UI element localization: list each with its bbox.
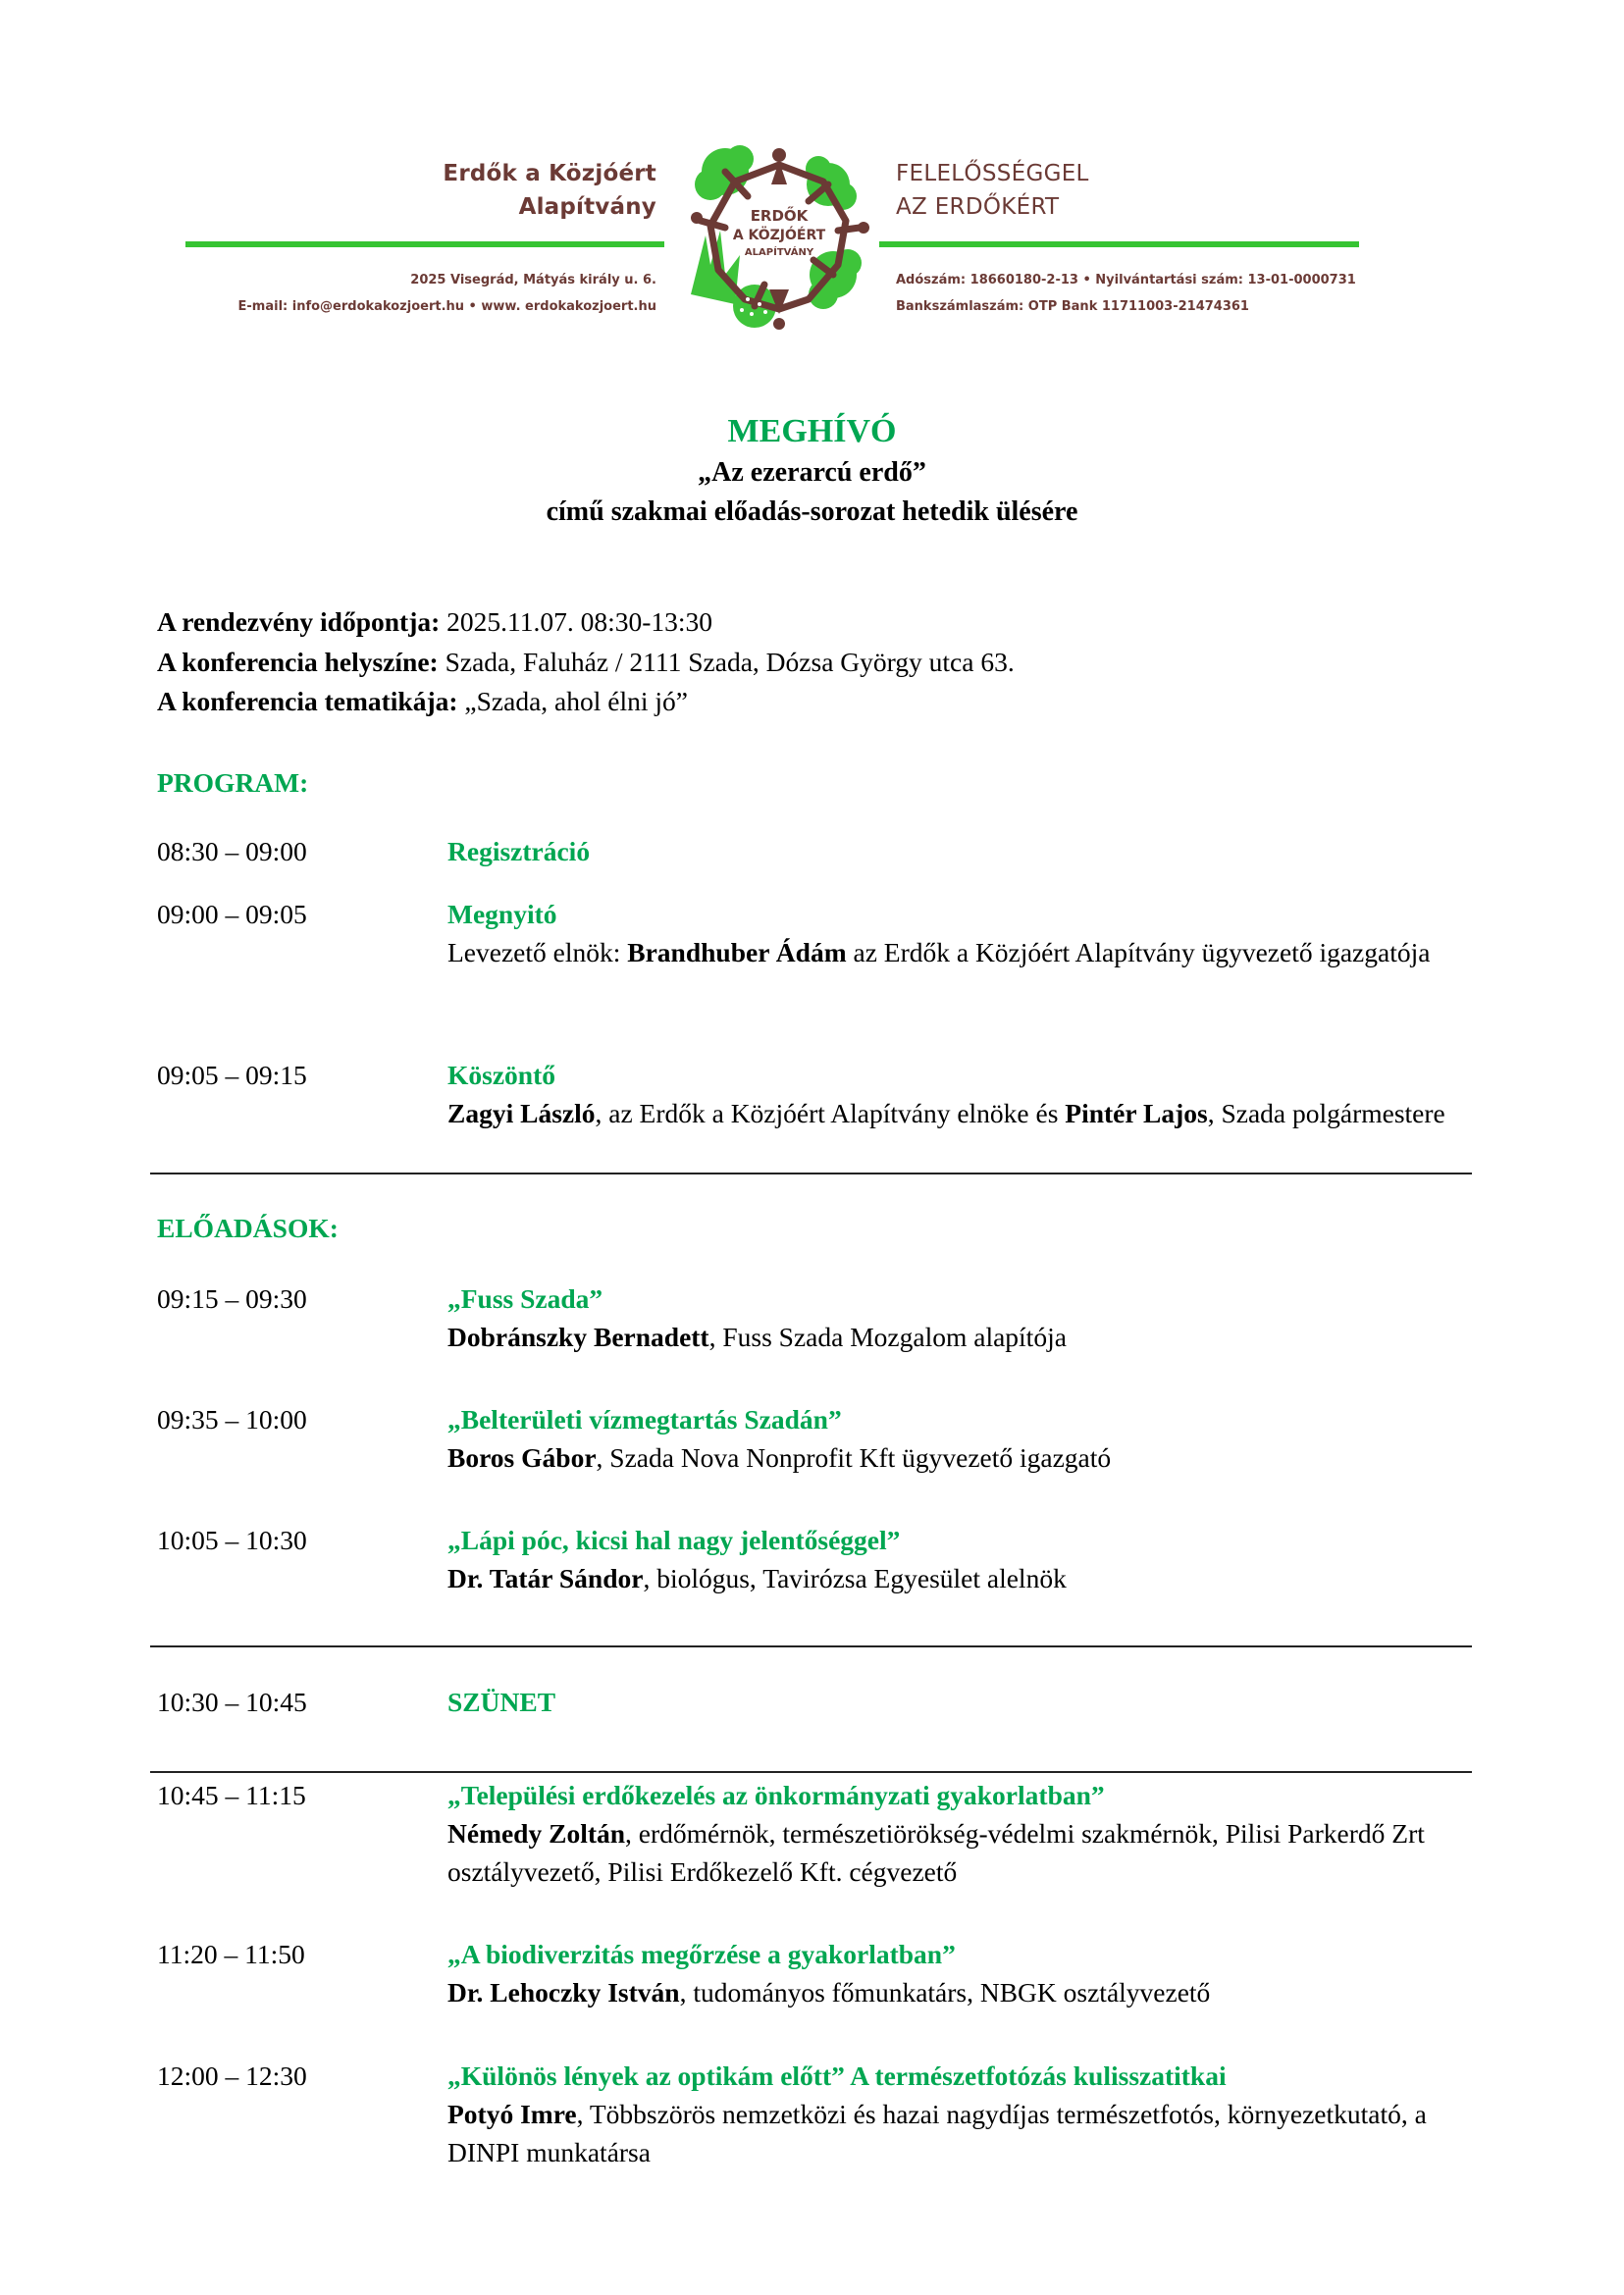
organization-contact xyxy=(238,267,656,320)
organization-name xyxy=(443,157,656,224)
series-subtitle: című szakmai előadás-sorozat hetedik ülésére xyxy=(546,496,1078,527)
description-text: , Fuss Szada Mozgalom alapítója xyxy=(708,1322,1067,1352)
lecture-time: 11:20 – 11:50 xyxy=(157,1939,305,1969)
program-description xyxy=(447,933,1488,971)
person-name: Dr. Lehoczky István xyxy=(447,1977,680,2008)
lecture-time: 09:35 – 10:00 xyxy=(157,1404,307,1434)
program-time: 08:30 – 09:00 xyxy=(157,836,307,866)
break-time: 10:30 – 10:45 xyxy=(157,1687,307,1717)
person-name: Pintér Lajos xyxy=(1065,1098,1208,1128)
description-text: , Többszörös nemzetközi és hazai nagydíjas természetfotós, környezetkutató, a DINPI munkatársa xyxy=(447,2099,1427,2167)
invitation-heading: MEGHÍVÓ xyxy=(727,413,897,449)
slogan xyxy=(896,157,1089,224)
person-name: Potyó Imre xyxy=(447,2099,577,2129)
program-heading: PROGRAM: xyxy=(157,767,309,798)
slogan-line-1: FELELŐSSÉGGEL xyxy=(896,161,1089,186)
lecture-speaker xyxy=(447,1438,1488,1477)
series-title: „Az ezerarcú erdő” xyxy=(698,457,926,488)
description-text: , tudományos főmunkatárs, NBGK osztályvezető xyxy=(679,1977,1211,2008)
info-label: A konferencia tematikája: xyxy=(157,686,458,716)
program-title: Köszöntő xyxy=(447,1060,555,1090)
program-time: 09:05 – 09:15 xyxy=(157,1060,307,1090)
program-title: Regisztráció xyxy=(447,836,591,866)
description-text: , biológus, Tavirózsa Egyesület alelnök xyxy=(643,1563,1067,1593)
lecture-speaker xyxy=(447,2095,1488,2171)
lecture-title: „Különös lények az optikám előtt” A természetfotózás kulisszatitkai xyxy=(447,2060,1227,2091)
program-description xyxy=(447,1094,1488,1132)
description-text: Levezető elnök: xyxy=(447,937,628,967)
lecture-time: 12:00 – 12:30 xyxy=(157,2060,307,2091)
org-name-line-2: Alapítvány xyxy=(518,194,656,220)
event-theme xyxy=(157,682,1015,722)
break-title: SZÜNET xyxy=(447,1687,556,1717)
break-divider-top xyxy=(150,1645,1472,1647)
logo-text-line-2: A KÖZJÓÉRT xyxy=(732,228,826,243)
bank-account: Bankszámlaszám: OTP Bank 11711003-21474361 xyxy=(896,299,1249,314)
description-text: , az Erdők a Közjóért Alapítvány elnöke és xyxy=(595,1098,1066,1128)
section-divider xyxy=(150,1173,1472,1174)
registration-info xyxy=(896,267,1356,320)
break-divider-bottom xyxy=(150,1771,1472,1773)
event-info xyxy=(157,602,1015,722)
lecture-time: 10:05 – 10:30 xyxy=(157,1525,307,1555)
person-name: Dr. Tatár Sándor xyxy=(447,1563,644,1593)
person-name: Zagyi László xyxy=(447,1098,596,1128)
person-name: Boros Gábor xyxy=(447,1442,597,1473)
lecture-title: „A biodiverzitás megőrzése a gyakorlatban” xyxy=(447,1939,956,1969)
foundation-logo-icon xyxy=(681,137,877,334)
lecture-title: „Települési erdőkezelés az önkormányzati gyakorlatban” xyxy=(447,1780,1105,1810)
slogan-line-2: AZ ERDŐKÉRT xyxy=(896,194,1060,220)
lecture-speaker xyxy=(447,1559,1488,1597)
info-value: „Szada, ahol élni jó” xyxy=(457,686,688,716)
person-name: Brandhuber Ádám xyxy=(627,937,847,967)
lecture-speaker xyxy=(447,1814,1488,1891)
letterhead-green-bar-left xyxy=(185,241,664,247)
lecture-title: „Belterületi vízmegtartás Szadán” xyxy=(447,1404,842,1434)
person-name: Dobránszky Bernadett xyxy=(447,1322,709,1352)
info-value: Szada, Faluház / 2111 Szada, Dózsa György utca 63. xyxy=(438,646,1015,677)
description-text: , erdőmérnök, természetiörökség-védelmi szakmérnök, Pilisi Parkerdő Zrt osztályvezető, Pilisi Erdőkezelő Kft. cégvezető xyxy=(447,1818,1425,1887)
invitation-title-block xyxy=(0,410,1624,532)
letterhead-green-bar-right xyxy=(879,241,1359,247)
description-text: az Erdők a Közjóért Alapítvány ügyvezető igazgatója xyxy=(846,937,1431,967)
info-value: 2025.11.07. 08:30-13:30 xyxy=(440,606,713,637)
lecture-title: „Fuss Szada” xyxy=(447,1283,603,1314)
logo-text xyxy=(733,205,826,258)
lecture-speaker xyxy=(447,1318,1488,1356)
logo-text-line-1: ERDŐK xyxy=(750,207,809,225)
program-title: Megnyitó xyxy=(447,899,557,929)
description-text: , Szada Nova Nonprofit Kft ügyvezető igazgató xyxy=(596,1442,1112,1473)
lecture-time: 10:45 – 11:15 xyxy=(157,1780,306,1810)
person-name: Némedy Zoltán xyxy=(447,1818,626,1849)
event-venue xyxy=(157,643,1015,683)
lectures-heading: ELŐADÁSOK: xyxy=(157,1213,339,1243)
event-date xyxy=(157,602,1015,643)
email-web: E-mail: info@erdokakozjoert.hu • www. erdokakozjoert.hu xyxy=(237,299,656,314)
tax-registration: Adószám: 18660180-2-13 • Nyilvántartási szám: 13-01-0000731 xyxy=(896,273,1356,287)
description-text: , Szada polgármestere xyxy=(1207,1098,1445,1128)
lecture-speaker xyxy=(447,1973,1488,2011)
address: 2025 Visegrád, Mátyás király u. 6. xyxy=(410,273,656,287)
info-label: A rendezvény időpontja: xyxy=(157,606,441,637)
program-time: 09:00 – 09:05 xyxy=(157,899,307,929)
lecture-time: 09:15 – 09:30 xyxy=(157,1283,307,1314)
org-name-line-1: Erdők a Közjóért xyxy=(443,161,656,186)
logo-text-line-3: ALAPÍTVÁNY xyxy=(744,247,814,258)
lecture-title: „Lápi póc, kicsi hal nagy jelentőséggel” xyxy=(447,1525,901,1555)
info-label: A konferencia helyszíne: xyxy=(157,646,439,677)
